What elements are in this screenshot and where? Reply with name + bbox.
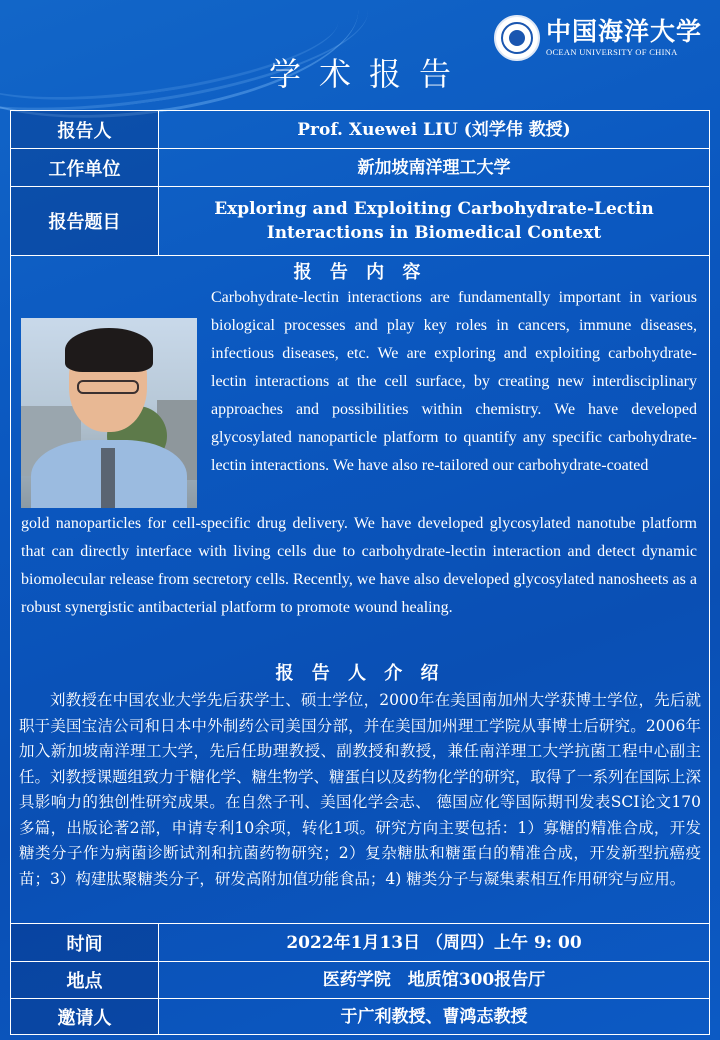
topic-label: 报告题目	[11, 187, 159, 255]
venue-value: 医药学院 地质馆300报告厅	[322, 970, 546, 990]
logo-name-en: OCEAN UNIVERSITY OF CHINA	[546, 47, 678, 57]
topic-value: Exploring and Exploiting Carbohydrate-Lectin Interactions in Biomedical Context	[214, 199, 654, 243]
host-value: 于广利教授、曹鸿志教授	[340, 1006, 528, 1027]
speaker-photo	[21, 318, 197, 508]
affiliation-value: 新加坡南洋理工大学	[357, 157, 511, 178]
info-panel	[10, 110, 710, 1035]
time-row	[11, 924, 709, 962]
speaker-value: Prof. Xuewei LIU (刘学伟 教授)	[297, 119, 571, 140]
host-label: 邀请人	[11, 999, 159, 1034]
time-value: 2022年1月13日 （周四）上午 9: 00	[286, 932, 582, 953]
content-section	[11, 256, 709, 924]
host-row	[11, 999, 709, 1034]
page-title: 学术报告	[268, 55, 469, 93]
speaker-row	[11, 111, 709, 149]
logo-name-cn: 中国海洋大学	[546, 17, 703, 46]
affiliation-row	[11, 149, 709, 187]
bio-text: 刘教授在中国农业大学先后获学士、硕士学位，2000年在美国南加州大学获博士学位，先后就职于美国宝洁公司和日本中外制药公司美国分部，并在美国加州理工学院从事博士后研究。2006年加入新加坡南洋理工大学，先后任助理教授、副教授和教授，兼任南洋理工大学抗菌工程中心副主任。刘教授课题组致力于糖化学、糖生物学、糖蛋白以及药物化学的研究，取得了一系列在国际上深具影响力的独创性研究成果。在自然子刊、美国化学会志、 德国应化等国际期刊发表SCI论文170多篇，出版论著2部，申请专利10余项，转化1项。研究方向主要包括：1）寡糖的精准合成，开发糖类分子作为病菌诊断试剂和抗菌药物研究；2）复杂糖肽和糖蛋白的精准合成，开发新型抗癌疫苗；3）构建肽聚糖类分子，研发高附加值功能食品；4) 糖类分子与凝集素相互作用研究与应用。	[19, 691, 702, 888]
speaker-label: 报告人	[11, 111, 159, 148]
time-label: 时间	[11, 924, 159, 961]
abstract-text-bottom: gold nanoparticles for cell-specific drug delivery. We have developed glycosylated nanotube platform that can directly interface with living cells due to carbohydrate-lectin interaction and detect dynamic biomolecular release from secretory cells. Recently, we have also developed glycosylated nanosheets as a robust synergistic antibacterial platform to promote wound healing.	[21, 515, 697, 616]
bio-heading: 报 告 人 介 绍	[275, 663, 445, 684]
venue-row	[11, 962, 709, 999]
topic-row	[11, 187, 709, 256]
abstract-text-top: Carbohydrate-lectin interactions are fundamentally important in various biological processes and play key roles in cancers, immune diseases, infectious diseases, etc. We are exploring and exploiting carbohydrate-lectin interactions at the cell surface, by creating new interdisciplinary approaches and possibilities within chemistry. We have developed glycosylated nanoparticle platform to quantify any specific carbohydrate-lectin interactions. We have also re-tailored our carbohydrate-coated	[211, 289, 697, 474]
affiliation-label: 工作单位	[11, 149, 159, 186]
abstract-heading: 报 告 内 容	[293, 262, 427, 283]
venue-label: 地点	[11, 962, 159, 998]
